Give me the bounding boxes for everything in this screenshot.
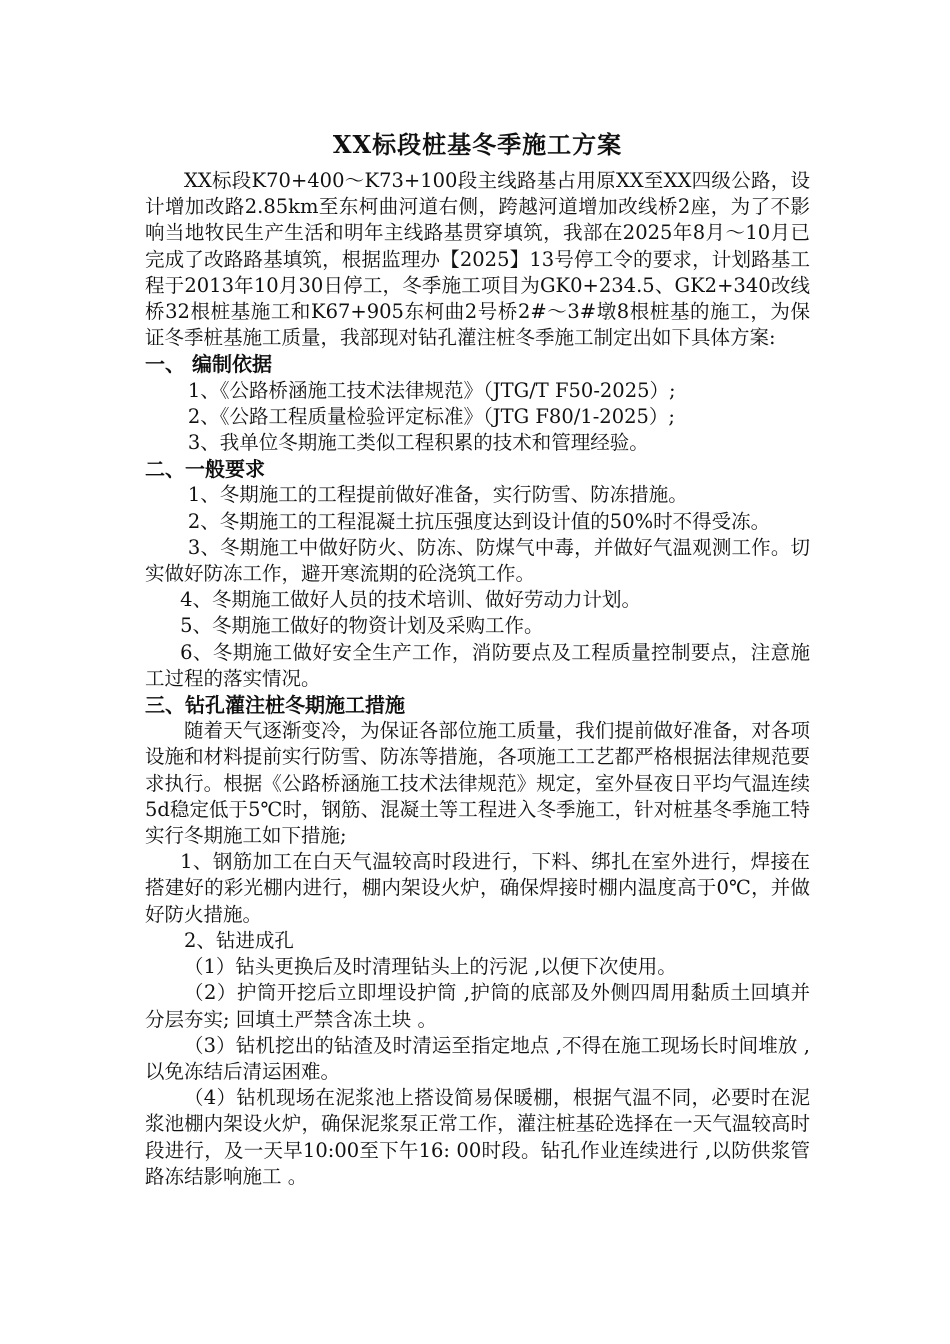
section-2-item: 1、冬期施工的工程提前做好准备，实行防雪、防冻措施。 bbox=[187, 483, 688, 507]
section-3-item: 2、钻进成孔 bbox=[184, 928, 294, 952]
section-2-heading: 二、一般要求 bbox=[145, 457, 265, 482]
section-2-item: 5、冬期施工做好的物资计划及采购工作。 bbox=[180, 614, 544, 638]
section-2-item: 2、冬期施工的工程混凝土抗压强度达到设计值的50%时不得受冻。 bbox=[187, 509, 771, 533]
section-3-intro: 随着天气逐渐变冷，为保证各部位施工质量，我们提前做好准备，对各项设施和材料提前实行防雪、防冻等措施，各项施工工艺都严格根据法律规范要求执行。根据《公路桥涵施工技术法律规范》规定，室外昼夜日平均气温连续5d稳定低于5℃时，钢筋、混凝土等工程进入冬季施工，针对桩基冬季施工特实行冬期施工如下措施; bbox=[145, 719, 810, 848]
document-title: XX标段桩基冬季施工方案 bbox=[332, 130, 623, 159]
section-3-subitem: （2）护筒开挖后立即埋设护筒 ,护筒的底部及外侧四周用黏质土回填并分层夯实; 回填土严禁含冻土块 。 bbox=[145, 981, 810, 1031]
section-3-subitem: （3）钻机挖出的钻渣及时清运至指定地点 ,不得在施工现场长时间堆放 ,以免冻结后清运困难。 bbox=[145, 1033, 810, 1083]
section-3-item: 1、钢筋加工在白天气温较高时段进行，下料、绑扎在室外进行，焊接在搭建好的彩光棚内进行，棚内架设火炉，确保焊接时棚内温度高于0℃，并做好防火措施。 bbox=[145, 850, 810, 926]
section-3-subitem: （1）钻头更换后及时清理钻头上的污泥 ,以便下次使用。 bbox=[184, 955, 677, 979]
section-2-item: 3、冬期施工中做好防火、防冻、防煤气中毒，并做好气温观测工作。切实做好防冻工作，避开寒流期的砼浇筑工作。 bbox=[145, 535, 810, 586]
section-1-item: 1、《公路桥涵施工技术法律规范》（JTG/T F50-2025）; bbox=[187, 378, 676, 402]
intro-paragraph: XX标段K70+400～K73+100段主线路基占用原XX至XX四级公路，设计增加改路2.85km至东柯曲河道右侧，跨越河道增加改线桥2座，为了不影响当地牧民生产生活和明年主线路基贯穿填筑，我部在2025年8月～10月已完成了改路路基填筑，根据监理办【2025】13号停工令的要求，计划路基工程于2013年10月30日停工，冬季施工项目为GK0+234.5、GK2+340改线桥32根桩基施工和K67+905东柯曲2号桥2#～3#墩8根桩基的施工，为保证冬季桩基施工质量，我部现对钻孔灌注桩冬季施工制定出如下具体方案: bbox=[145, 169, 810, 350]
section-1-item: 2、《公路工程质量检验评定标准》（JTG F80/1-2025）; bbox=[187, 404, 676, 428]
section-1-item: 3、我单位冬期施工类似工程积累的技术和管理经验。 bbox=[187, 431, 649, 455]
section-2-item: 6、冬期施工做好安全生产工作，消防要点及工程质量控制要点，注意施工过程的落实情况。 bbox=[145, 640, 810, 690]
section-2-item: 4、冬期施工做好人员的技术培训、做好劳动力计划。 bbox=[180, 588, 642, 612]
document-page bbox=[145, 128, 810, 1190]
section-3-subitem: （4）钻机现场在泥浆池上搭设简易保暖棚，根据气温不同，必要时在泥浆池棚内架设火炉，确保泥浆泵正常工作，灌注桩基砼选择在一天气温较高时段进行，及一天早10:00至下午16: 00时段。钻孔作业连续进行 ,以防供浆管路冻结影响施工 。 bbox=[145, 1086, 810, 1188]
section-3-heading: 三、钻孔灌注桩冬期施工措施 bbox=[145, 693, 405, 718]
section-1-heading: 一、 编制依据 bbox=[145, 352, 272, 377]
